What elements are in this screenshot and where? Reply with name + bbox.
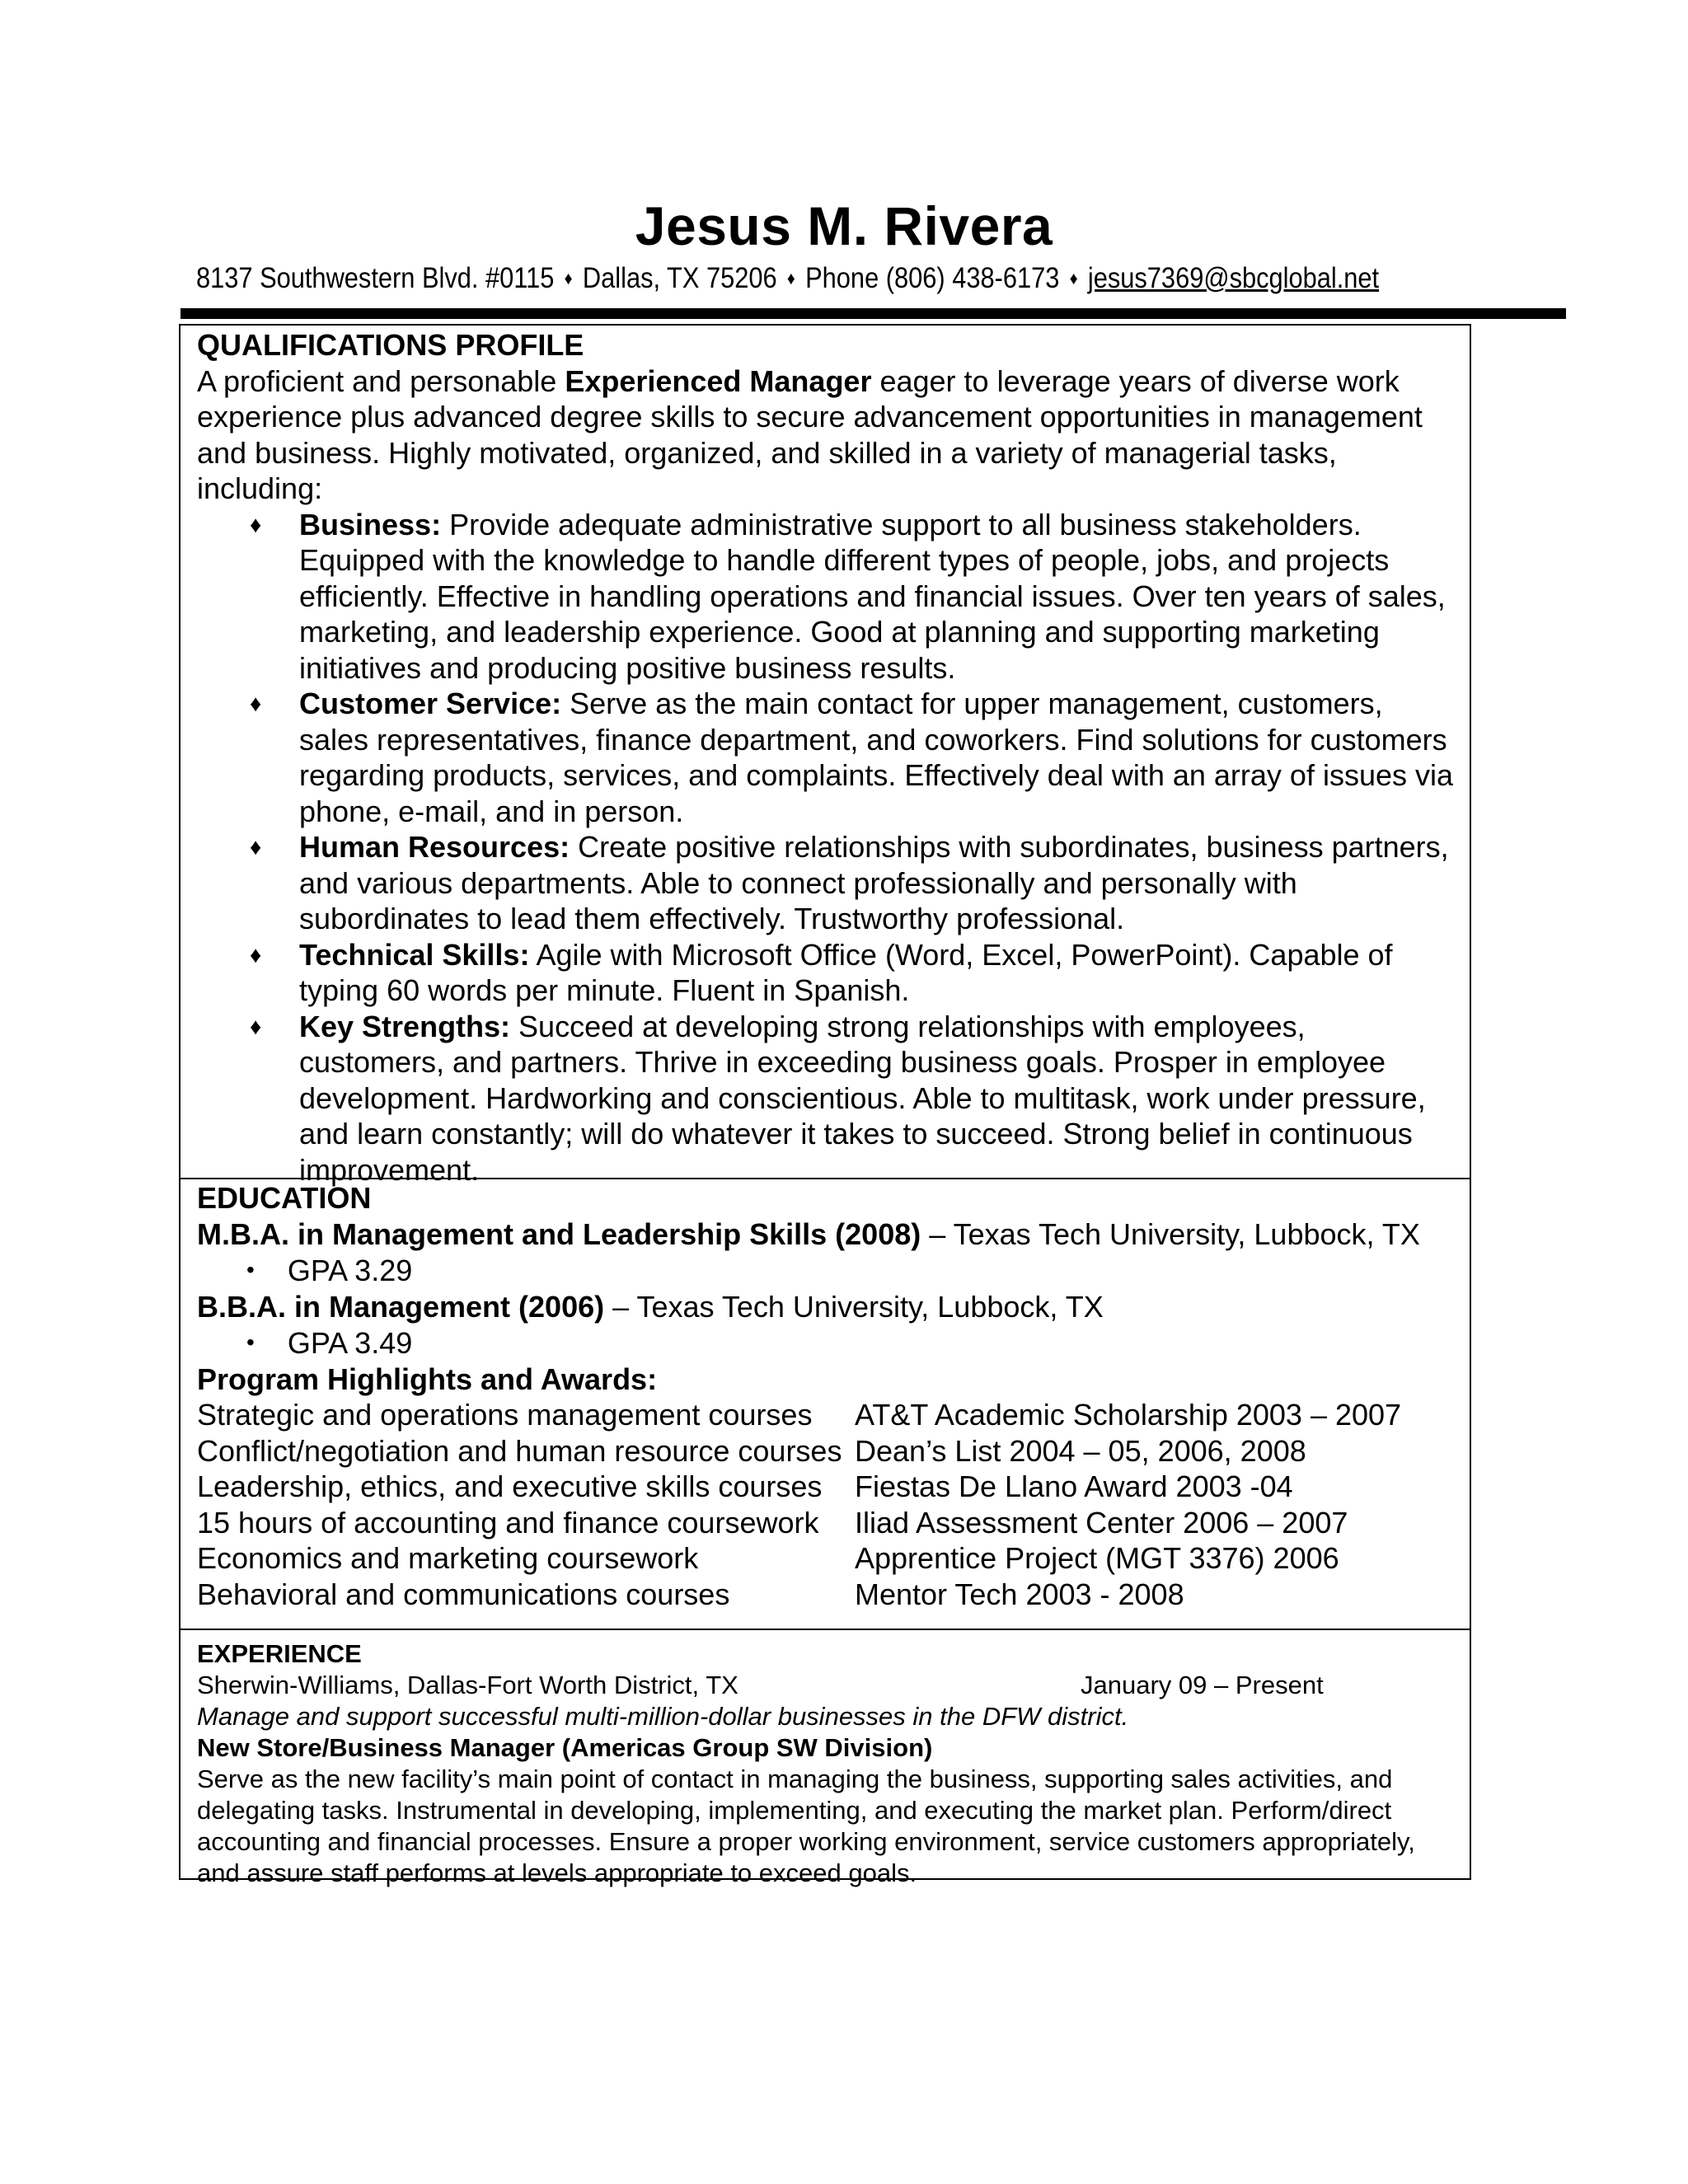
table-row: Leadership, ethics, and executive skills courses Fiestas De Llano Award 2003 -04 xyxy=(197,1469,1293,1503)
city: Dallas, TX 75206 xyxy=(582,262,777,294)
qualifications-intro: A proficient and personable Experienced Manager eager to leverage years of diverse work experience plus advanced degree skills to secure advancement opportunities in management and business. Highly motivated, organized, and skilled in a variety of managerial tasks, including: xyxy=(197,363,1423,505)
employer-line xyxy=(197,1670,1458,1701)
email-link[interactable]: jesus7369@sbcglobal.net xyxy=(1087,262,1380,294)
experience-summary: Manage and support successful multi-million-dollar businesses in the DFW district. xyxy=(197,1702,1129,1731)
list-item: ♦ Human Resources: Create positive relationships with subordinates, business partners, and various departments. Able to connect professionally and personally with subordinates to lead them effectively. Trustworthy professional. xyxy=(250,830,1449,935)
skills-list xyxy=(197,507,1458,1188)
experience-content xyxy=(197,1638,1458,1889)
job-description: Serve as the new facility’s main point of contact in managing the business, supporting sales activities, and delegating tasks. Instrumental in developing, implementing, and executing the market plan. Perform/direct accounting and financial processes. Ensure a proper working environment, service customers appropriately, and assure staff performs at levels appropriate to exceed goals. xyxy=(197,1765,1415,1887)
diamond-separator-icon: ♦ xyxy=(786,268,795,288)
diamond-bullet-icon: ♦ xyxy=(250,941,262,968)
diamond-separator-icon: ♦ xyxy=(564,268,573,288)
address: 8137 Southwestern Blvd. #0115 xyxy=(196,262,555,294)
qualifications-section xyxy=(179,324,1471,1187)
gpa-mba: • GPA 3.29 xyxy=(246,1254,413,1287)
gpa-bba: • GPA 3.49 xyxy=(246,1326,413,1360)
employer: Sherwin-Williams, Dallas-Fort Worth District, TX xyxy=(197,1671,738,1699)
resume-name: Jesus M. Rivera xyxy=(635,195,1053,256)
job-title: New Store/Business Manager (Americas Group SW Division) xyxy=(197,1733,933,1762)
qualifications-content xyxy=(197,327,1458,1188)
section-heading: QUALIFICATIONS PROFILE xyxy=(197,328,584,362)
section-heading: EXPERIENCE xyxy=(197,1639,362,1668)
diamond-bullet-icon: ♦ xyxy=(250,511,262,537)
education-content xyxy=(197,1180,1458,1612)
diamond-separator-icon: ♦ xyxy=(1069,268,1078,288)
table-row: Economics and marketing coursework Apprentice Project (MGT 3376) 2006 xyxy=(197,1541,1339,1575)
list-item: ♦ Customer Service: Serve as the main contact for upper management, customers, sales representatives, finance department, and coworkers. Find solutions for customers regarding products, services, and complaints. Effectively deal with an array of issues via phone, e-mail, and in person. xyxy=(250,687,1454,828)
table-row: Behavioral and communications courses Mentor Tech 2003 - 2008 xyxy=(197,1577,1184,1611)
diamond-bullet-icon: ♦ xyxy=(250,691,262,716)
list-item: ♦ Key Strengths: Succeed at developing strong relationships with employees, customers, and partners. Thrive in exceeding business goals. Prosper in employee development. Hardworking and conscientious. Able to multitask, work under pressure, and learn constantly; will do whatever it takes to succeed. Strong belief in continuous improvement. xyxy=(250,1009,1426,1187)
degree-mba: M.B.A. in Management and Leadership Skills (2008) – Texas Tech University, Lubbock, TX xyxy=(197,1216,1420,1251)
degree-bba: B.B.A. in Management (2006) – Texas Tech University, Lubbock, TX xyxy=(197,1289,1104,1324)
phone: Phone (806) 438-6173 xyxy=(805,262,1060,294)
experience-section xyxy=(179,1629,1471,1887)
education-section xyxy=(179,1178,1471,1630)
bullet-icon: • xyxy=(246,1257,255,1282)
diamond-bullet-icon: ♦ xyxy=(250,1013,262,1039)
table-row: Strategic and operations management courses AT&T Academic Scholarship 2003 – 2007 xyxy=(197,1398,1402,1432)
table-row: Conflict/negotiation and human resource courses Dean’s List 2004 – 05, 2006, 2008 xyxy=(197,1433,1306,1468)
diamond-bullet-icon: ♦ xyxy=(250,834,262,860)
list-item: ♦ Technical Skills: Agile with Microsoft Office (Word, Excel, PowerPoint). Capable of typing 60 words per minute. Fluent in Spanish. xyxy=(250,937,1393,1007)
header-rule xyxy=(181,308,1566,319)
list-item: ♦ Business: Provide adequate administrative support to all business stakeholders. Equipped with the knowledge to handle different types of people, jobs, and projects efficiently. Effective in handling operations and financial issues. Over ten years of sales, marketing, and leadership experience. Good at planning and supporting marketing initiatives and producing positive business results. xyxy=(250,507,1446,685)
employment-dates: January 09 – Present xyxy=(1081,1671,1324,1699)
table-row: 15 hours of accounting and finance coursework Iliad Assessment Center 2006 – 2007 xyxy=(197,1505,1348,1540)
highlights-heading: Program Highlights and Awards: xyxy=(197,1361,658,1396)
contact-line xyxy=(196,262,1380,295)
bullet-icon: • xyxy=(246,1329,255,1355)
section-heading: EDUCATION xyxy=(197,1181,372,1215)
